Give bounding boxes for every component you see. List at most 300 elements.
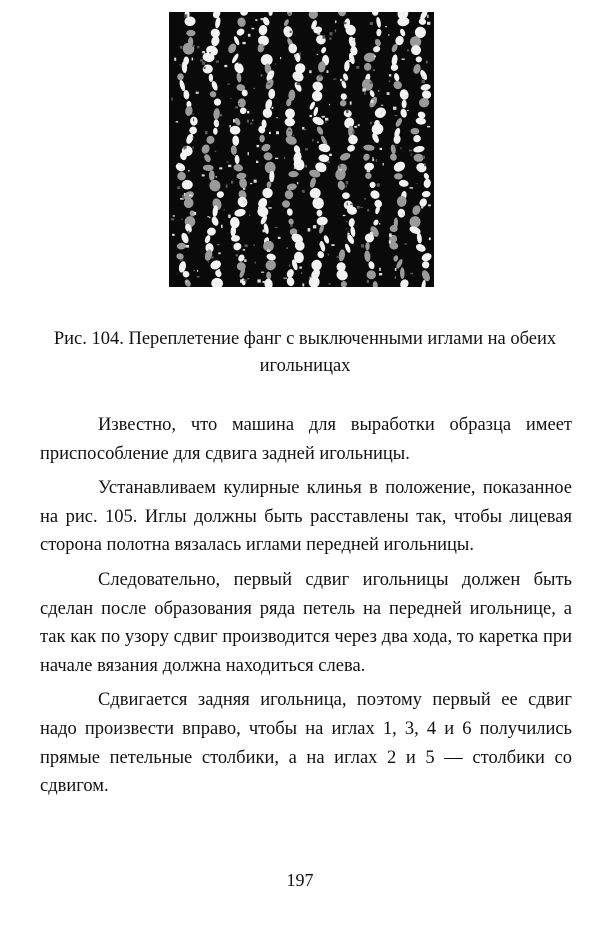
knit-speck	[379, 223, 381, 224]
knit-speck	[218, 269, 220, 271]
knit-speck	[174, 58, 176, 61]
knit-speck	[271, 74, 274, 75]
knit-speck	[371, 100, 374, 103]
knit-speck	[360, 207, 363, 208]
knit-loop	[204, 234, 212, 244]
knit-loop	[200, 143, 211, 155]
knit-loop	[238, 98, 246, 107]
knit-speck	[218, 252, 220, 254]
knit-loop	[365, 172, 372, 179]
knit-loop	[284, 135, 298, 147]
knit-loop	[392, 79, 403, 90]
knit-speck	[350, 101, 352, 104]
knit-speck	[242, 42, 245, 44]
knit-speck	[370, 122, 372, 125]
knit-speck	[361, 244, 364, 247]
knit-loop	[394, 173, 403, 179]
knit-speck	[343, 215, 346, 216]
knit-speck	[261, 74, 263, 77]
knit-speck	[406, 95, 409, 96]
knit-loop	[373, 106, 388, 120]
knit-speck	[194, 270, 196, 272]
knit-speck	[427, 15, 428, 18]
knit-loop	[411, 128, 420, 134]
knit-speck	[205, 131, 208, 134]
knit-speck	[240, 279, 241, 282]
knit-speck	[344, 79, 346, 82]
knit-speck	[263, 47, 264, 49]
knit-speck	[192, 45, 195, 47]
knit-loop	[286, 208, 293, 216]
knit-speck	[272, 107, 274, 109]
knit-speck	[219, 114, 222, 116]
knit-loop	[402, 100, 407, 109]
knit-speck	[374, 55, 376, 57]
knit-speck	[226, 162, 229, 163]
knit-speck	[261, 272, 264, 273]
knit-loop	[337, 12, 347, 17]
knit-speck	[372, 159, 374, 161]
knit-speck	[216, 176, 217, 178]
knit-loop	[268, 89, 275, 100]
knit-speck	[380, 148, 382, 150]
knit-loop	[264, 258, 278, 272]
knit-speck	[202, 62, 205, 65]
knit-loop	[323, 234, 330, 244]
knit-speck	[297, 182, 298, 184]
knit-speck	[428, 204, 431, 206]
knit-speck	[255, 262, 256, 264]
knit-speck	[325, 121, 327, 122]
knit-loop	[393, 73, 400, 82]
knit-speck	[197, 46, 199, 49]
knit-loop	[374, 38, 382, 47]
knit-speck	[235, 106, 238, 108]
knit-speck	[258, 207, 261, 209]
knit-loop	[288, 171, 299, 178]
knit-speck	[224, 65, 227, 67]
knit-loop	[397, 16, 410, 26]
knit-loop	[202, 64, 213, 74]
knit-loop	[210, 216, 219, 227]
knit-loop	[176, 253, 185, 261]
knit-speck	[346, 181, 349, 184]
knit-speck	[348, 60, 351, 62]
knit-speck	[340, 79, 342, 81]
knit-speck	[317, 33, 320, 35]
knit-loop	[370, 121, 386, 137]
knit-speck	[346, 221, 348, 222]
knit-speck	[302, 127, 304, 130]
knit-speck	[339, 169, 342, 170]
knit-loop	[181, 41, 196, 56]
knit-loop	[261, 186, 274, 199]
knit-speck	[239, 103, 240, 105]
knit-speck	[293, 135, 294, 137]
knit-loop	[209, 74, 214, 82]
knit-speck	[252, 28, 255, 30]
knit-loop	[393, 255, 399, 262]
knit-loop	[340, 280, 347, 287]
knit-loop	[314, 34, 327, 46]
knit-loop	[227, 42, 238, 54]
knit-loop	[259, 135, 265, 143]
knit-speck	[327, 161, 330, 163]
knit-speck	[290, 225, 292, 228]
knit-speck	[226, 184, 228, 187]
knit-loop	[235, 27, 245, 37]
knit-speck	[184, 148, 185, 149]
paragraph-2: Устанавливаем кулирные клинья в положение, показанное на рис. 105. Иглы должны быть расставлены так, чтобы лицевая сторона полотна вязалась иглами передней игольницы.	[40, 478, 572, 556]
knit-loop	[211, 277, 224, 287]
knit-speck	[178, 163, 179, 166]
knit-loop	[178, 79, 186, 91]
knit-loop	[363, 62, 371, 71]
knit-speck	[280, 57, 281, 59]
knit-speck	[309, 70, 311, 73]
knit-speck	[256, 161, 258, 163]
knit-speck	[378, 90, 379, 91]
knit-speck	[395, 115, 398, 116]
knit-loop	[376, 28, 382, 36]
knit-loop	[318, 143, 331, 154]
knit-loop	[176, 170, 187, 181]
knit-speck	[284, 157, 285, 159]
knit-speck	[172, 234, 175, 236]
knit-loop	[230, 126, 241, 135]
knit-loop	[369, 181, 377, 189]
knit-speck	[376, 159, 377, 162]
knit-speck	[278, 237, 281, 239]
knit-loop	[399, 278, 410, 287]
knit-speck	[297, 78, 299, 79]
knit-speck	[393, 107, 396, 110]
knit-loop	[365, 242, 370, 250]
knit-loop	[260, 142, 272, 152]
knit-speck	[370, 232, 373, 235]
knit-loop	[264, 161, 276, 174]
knit-loop	[232, 135, 239, 146]
knit-loop	[413, 145, 425, 153]
knit-speck	[171, 218, 174, 220]
knit-speck	[243, 188, 245, 190]
knit-loop	[316, 209, 322, 216]
knit-speck	[358, 124, 360, 126]
knit-loop	[184, 278, 192, 287]
knit-speck	[249, 215, 250, 216]
knit-speck	[209, 52, 211, 53]
knit-speck	[245, 244, 248, 247]
knit-speck	[329, 154, 332, 156]
knit-speck	[247, 111, 249, 114]
knit-loop	[415, 55, 423, 63]
knit-speck	[372, 157, 373, 159]
knit-speck	[350, 204, 353, 205]
knit-loop	[183, 90, 190, 100]
knit-loop	[346, 144, 356, 153]
knit-speck	[347, 203, 348, 206]
knit-speck	[319, 243, 322, 245]
knit-speck	[215, 151, 217, 152]
knit-speck	[344, 22, 347, 24]
knit-loop	[372, 45, 381, 53]
knit-loop	[241, 278, 247, 286]
knit-speck	[421, 207, 423, 209]
knit-speck	[247, 120, 249, 123]
knit-loop	[392, 160, 407, 174]
knit-speck	[286, 247, 288, 249]
knit-speck	[184, 146, 187, 149]
knit-speck	[263, 229, 266, 232]
knit-loop	[213, 128, 218, 135]
knit-speck	[395, 146, 397, 147]
knit-speck	[267, 250, 270, 252]
knit-speck	[255, 19, 257, 21]
knit-loop	[393, 134, 401, 144]
knit-speck	[407, 110, 409, 111]
knit-speck	[244, 280, 247, 281]
knit-loop	[415, 117, 426, 125]
knit-loop	[390, 63, 399, 71]
knit-speck	[320, 74, 322, 77]
knit-speck	[308, 228, 311, 231]
knit-loop	[415, 162, 428, 174]
knit-loop	[263, 223, 270, 235]
knit-speck	[294, 167, 297, 169]
knit-speck	[192, 114, 194, 115]
knit-loop	[372, 219, 379, 227]
knit-speck	[328, 254, 330, 256]
knit-speck	[289, 264, 290, 267]
knit-loop	[184, 16, 196, 27]
knit-speck	[313, 225, 316, 228]
knit-speck	[276, 131, 279, 134]
knit-loop	[234, 155, 240, 164]
knit-speck	[329, 104, 330, 105]
knit-speck	[316, 198, 319, 200]
knit-loop	[420, 83, 431, 91]
knit-speck	[269, 132, 271, 134]
knit-loop	[185, 105, 194, 116]
knit-speck	[407, 50, 409, 52]
knit-speck	[250, 183, 252, 184]
knit-loop	[362, 153, 371, 162]
knit-speck	[202, 174, 205, 176]
knit-speck	[364, 92, 366, 94]
knit-loop	[421, 280, 427, 287]
knit-speck	[227, 84, 230, 85]
knit-speck	[325, 118, 328, 121]
knit-loop	[411, 45, 421, 55]
knit-loop	[419, 69, 429, 81]
knit-loop	[364, 250, 371, 262]
knit-speck	[383, 163, 384, 166]
knit-speck	[427, 22, 430, 25]
knit-loop	[335, 268, 350, 283]
knit-loop	[205, 134, 216, 145]
knit-loop	[309, 177, 317, 189]
knit-speck	[367, 280, 369, 283]
knit-speck	[173, 215, 175, 216]
knit-loop	[319, 240, 326, 252]
knit-speck	[317, 141, 318, 143]
knit-loop	[240, 12, 248, 16]
knit-speck	[345, 185, 347, 187]
knit-speck	[180, 259, 184, 260]
knit-loop	[258, 24, 269, 36]
figure-caption: Рис. 104. Переплетение фанг с выключенными иглами на обеих игольницах	[53, 329, 557, 376]
knit-speck	[275, 158, 278, 159]
knit-speck	[207, 216, 209, 217]
knit-speck	[244, 259, 247, 262]
knit-speck	[261, 18, 264, 20]
knit-speck	[188, 170, 190, 171]
knit-speck	[304, 165, 307, 168]
knit-speck	[417, 183, 418, 184]
knit-speck	[193, 118, 194, 121]
knit-speck	[182, 195, 184, 199]
knit-speck	[389, 80, 391, 82]
knit-loop	[210, 35, 221, 47]
knit-speck	[197, 276, 200, 278]
knit-loop	[214, 17, 221, 29]
knit-speck	[354, 126, 357, 128]
knit-speck	[310, 115, 313, 117]
knit-loop	[344, 243, 352, 254]
knit-loop	[400, 108, 408, 118]
knit-speck	[346, 110, 348, 113]
knit-loop	[320, 46, 327, 54]
knit-loop	[342, 108, 353, 118]
knit-loop	[420, 269, 431, 282]
knit-speck	[192, 58, 194, 61]
knit-speck	[228, 165, 231, 167]
knit-speck	[189, 195, 193, 197]
knit-loop	[394, 117, 403, 128]
knit-speck	[427, 126, 430, 128]
knit-speck	[248, 152, 249, 155]
knit-speck	[179, 64, 182, 65]
knit-loop	[209, 90, 218, 99]
knit-speck	[373, 70, 374, 71]
knit-loop	[284, 189, 294, 200]
knit-speck	[290, 31, 292, 33]
knit-loop	[182, 180, 193, 190]
knit-speck	[346, 228, 347, 229]
knit-speck	[266, 114, 268, 115]
knit-loop	[236, 261, 247, 272]
knit-loop	[212, 12, 222, 19]
knit-loop	[418, 97, 430, 108]
knit-loop	[348, 218, 355, 228]
knit-speck	[230, 98, 231, 99]
knit-loop	[422, 191, 431, 198]
knit-speck	[330, 32, 333, 35]
knit-loop	[176, 73, 184, 82]
knit-loop	[307, 12, 319, 20]
knit-loop	[369, 189, 381, 201]
knit-speck	[422, 80, 425, 83]
knit-speck	[331, 244, 334, 246]
knit-loop	[213, 108, 221, 120]
knit-speck	[389, 233, 392, 237]
knit-speck	[186, 281, 187, 283]
knit-loop	[209, 259, 223, 271]
knit-speck	[347, 97, 348, 98]
knit-loop	[262, 16, 271, 26]
knit-speck	[335, 29, 336, 32]
knit-loop	[283, 19, 290, 27]
knit-speck	[257, 145, 260, 147]
knit-loop	[399, 28, 406, 37]
knit-loop	[286, 276, 296, 287]
knit-speck	[312, 139, 313, 142]
knit-speck	[426, 61, 428, 64]
knit-speck	[410, 187, 414, 188]
knit-speck	[411, 153, 412, 156]
knit-loop	[339, 151, 352, 162]
knit-loop	[313, 106, 319, 116]
knit-loop	[282, 200, 290, 208]
knit-speck	[388, 34, 389, 36]
page-number: 197	[286, 870, 314, 890]
knit-speck	[181, 168, 183, 170]
knit-speck	[301, 272, 302, 274]
knit-speck	[302, 190, 305, 193]
knit-speck	[322, 116, 325, 118]
knit-loop	[339, 99, 347, 107]
knit-speck	[356, 66, 359, 69]
knit-loop	[230, 145, 237, 155]
knit-speck	[402, 59, 405, 60]
knit-loop	[420, 252, 432, 263]
knit-loop	[415, 243, 427, 254]
knit-loop	[418, 197, 428, 208]
knit-loop	[236, 72, 242, 82]
knit-speck	[299, 52, 301, 55]
knit-loop	[286, 127, 293, 137]
knit-loop	[411, 204, 422, 216]
knit-loop	[209, 179, 221, 192]
knit-speck	[238, 63, 241, 64]
knit-fabric-image	[169, 12, 434, 287]
knit-speck	[250, 123, 252, 125]
knit-speck	[299, 267, 302, 269]
knit-speck	[385, 26, 387, 27]
knit-loop	[213, 98, 221, 106]
knit-loop	[363, 52, 376, 63]
knit-speck	[217, 244, 220, 245]
knit-loop	[231, 53, 240, 65]
knit-loop	[236, 195, 249, 209]
knit-loop	[236, 16, 247, 27]
knit-speck	[275, 227, 278, 228]
knit-speck	[221, 225, 223, 228]
knit-loop	[389, 152, 398, 161]
knit-speck	[327, 70, 329, 73]
knit-loop	[423, 172, 430, 180]
knit-loop	[268, 12, 273, 16]
knit-speck	[370, 22, 373, 25]
knit-speck	[389, 74, 391, 76]
knit-speck	[409, 150, 412, 152]
knit-speck	[429, 238, 431, 241]
knit-loop	[398, 179, 409, 187]
knit-speck	[186, 245, 189, 248]
knit-speck	[288, 36, 289, 38]
knit-speck	[268, 207, 271, 208]
knit-speck	[410, 273, 413, 275]
